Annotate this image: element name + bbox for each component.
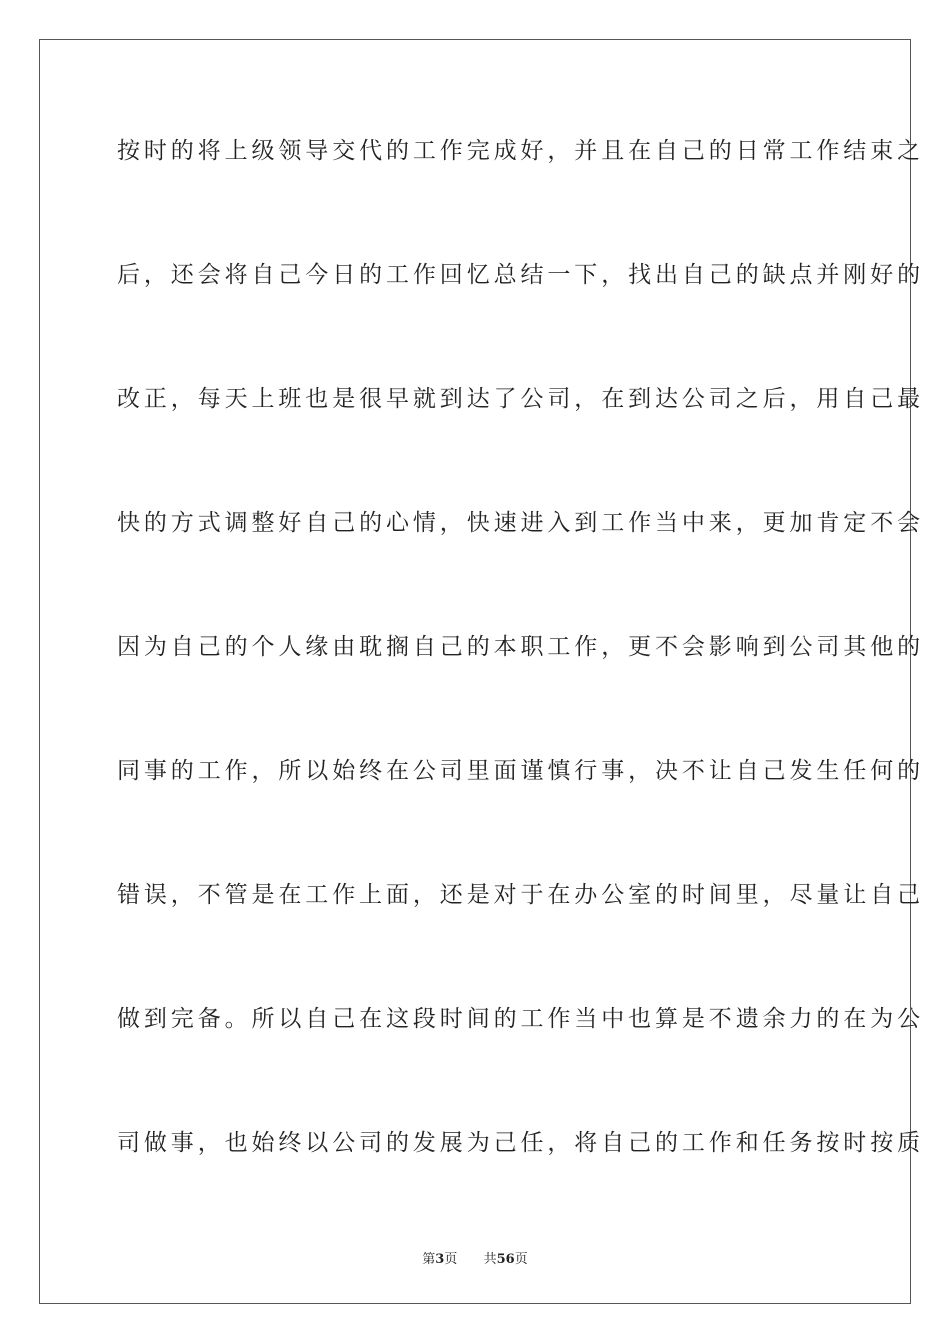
page-prefix: 第: [422, 1252, 436, 1267]
total-pages: 56: [496, 1252, 515, 1267]
body-text-line-7: 错误，不管是在工作上面，还是对于在办公室的时间里，尽量让自己: [117, 882, 924, 908]
body-text-line-9: 司做事，也始终以公司的发展为己任，将自己的工作和任务按时按质: [117, 1130, 924, 1156]
page-suffix: 页: [444, 1252, 458, 1267]
body-text-line-6: 同事的工作，所以始终在公司里面谨慎行事，决不让自己发生任何的: [117, 758, 924, 784]
body-text-line-8: 做到完备。所以自己在这段时间的工作当中也算是不遗余力的在为公: [117, 1006, 924, 1032]
body-text-line-2: 后，还会将自己今日的工作回忆总结一下，找出自己的缺点并刚好的: [117, 262, 924, 288]
body-text-line-4: 快的方式调整好自己的心情，快速进入到工作当中来，更加肯定不会: [117, 510, 924, 536]
total-suffix: 页: [514, 1252, 528, 1267]
page-footer: [0, 1248, 950, 1267]
total-prefix: 共: [483, 1252, 497, 1267]
body-text-line-3: 改正，每天上班也是很早就到达了公司，在到达公司之后，用自己最: [117, 386, 924, 412]
body-text-line-1: 按时的将上级领导交代的工作完成好，并且在自己的日常工作结束之: [117, 138, 924, 164]
body-text-line-5: 因为自己的个人缘由耽搁自己的本职工作，更不会影响到公司其他的: [117, 634, 924, 660]
page-border: [39, 39, 924, 1304]
page-number: 3: [435, 1252, 445, 1267]
